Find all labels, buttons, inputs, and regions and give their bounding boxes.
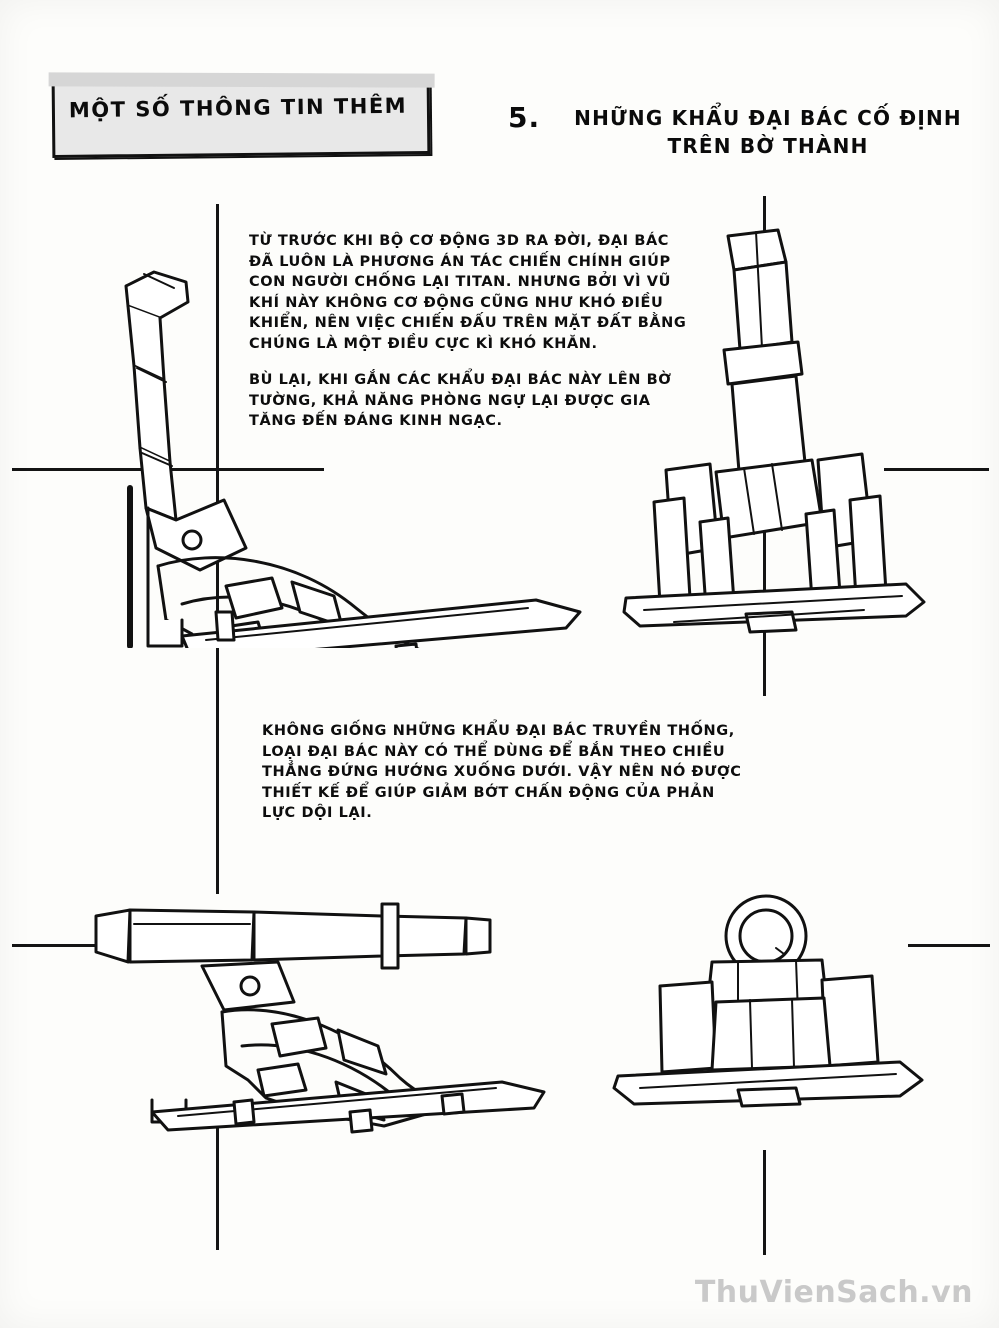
figure-cannon-side-view-raised bbox=[96, 248, 606, 648]
paragraph-intro: TỪ TRƯỚC KHI BỘ CƠ ĐỘNG 3D RA ĐỜI, ĐẠI BÁC ĐÃ LUÔN LÀ PHƯƠNG ÁN TÁC CHIẾN CHÍNH GIÚP CON NGƯỜI CHỐNG LẠI TITAN. NHƯNG BỞI VÌ VŨ KHÍ NÀY KHÔNG CƠ ĐỘNG CŨNG NHƯ KHÓ ĐIỀU KHIỂN, NÊN VIỆC CHIẾN ĐẤU TRÊN MẶT ĐẤT BẰNG CHÚNG LÀ MỘT ĐIỀU CỰC KÌ KHÓ KHĂN. bbox=[249, 233, 687, 352]
paragraph-vertical-fire: KHÔNG GIỐNG NHỮNG KHẨU ĐẠI BÁC TRUYỀN THỐNG, LOẠI ĐẠI BÁC NÀY CÓ THỂ DÙNG ĐỂ BẮN THEO CHIỀU THẲNG ĐỨNG HƯỚNG XUỐNG DƯỚI. VẬY NÊN NÓ ĐƯỢC THIẾT KẾ ĐỂ GIÚP GIẢM BỚT CHẤN ĐỘNG CỦA PHẢN LỰC DỘI LẠI. bbox=[262, 723, 742, 821]
figure-cannon-front-view-raised bbox=[606, 222, 946, 652]
section-number: 5. bbox=[508, 101, 541, 134]
paragraph-wall-mount: BÙ LẠI, KHI GẮN CÁC KHẨU ĐẠI BÁC NÀY LÊN BỜ TƯỜNG, KHẢ NĂNG PHÒNG NGỰ LẠI ĐƯỢC GIA TĂNG ĐẾN ĐÁNG KINH NGẠC. bbox=[249, 372, 672, 429]
watermark: ThuVienSach.vn bbox=[694, 1275, 973, 1310]
figure-cannon-side-view-lowered bbox=[82, 890, 582, 1140]
section-title: NHỮNG KHẨU ĐẠI BÁC CỐ ĐỊNH TRÊN BỜ THÀNH bbox=[574, 106, 962, 158]
figure-cannon-front-view-lowered bbox=[600, 890, 940, 1130]
header-banner-label: MỘT SỐ THÔNG TIN THÊM bbox=[68, 93, 408, 123]
guide-line-vertical-lower-right bbox=[763, 1150, 766, 1255]
